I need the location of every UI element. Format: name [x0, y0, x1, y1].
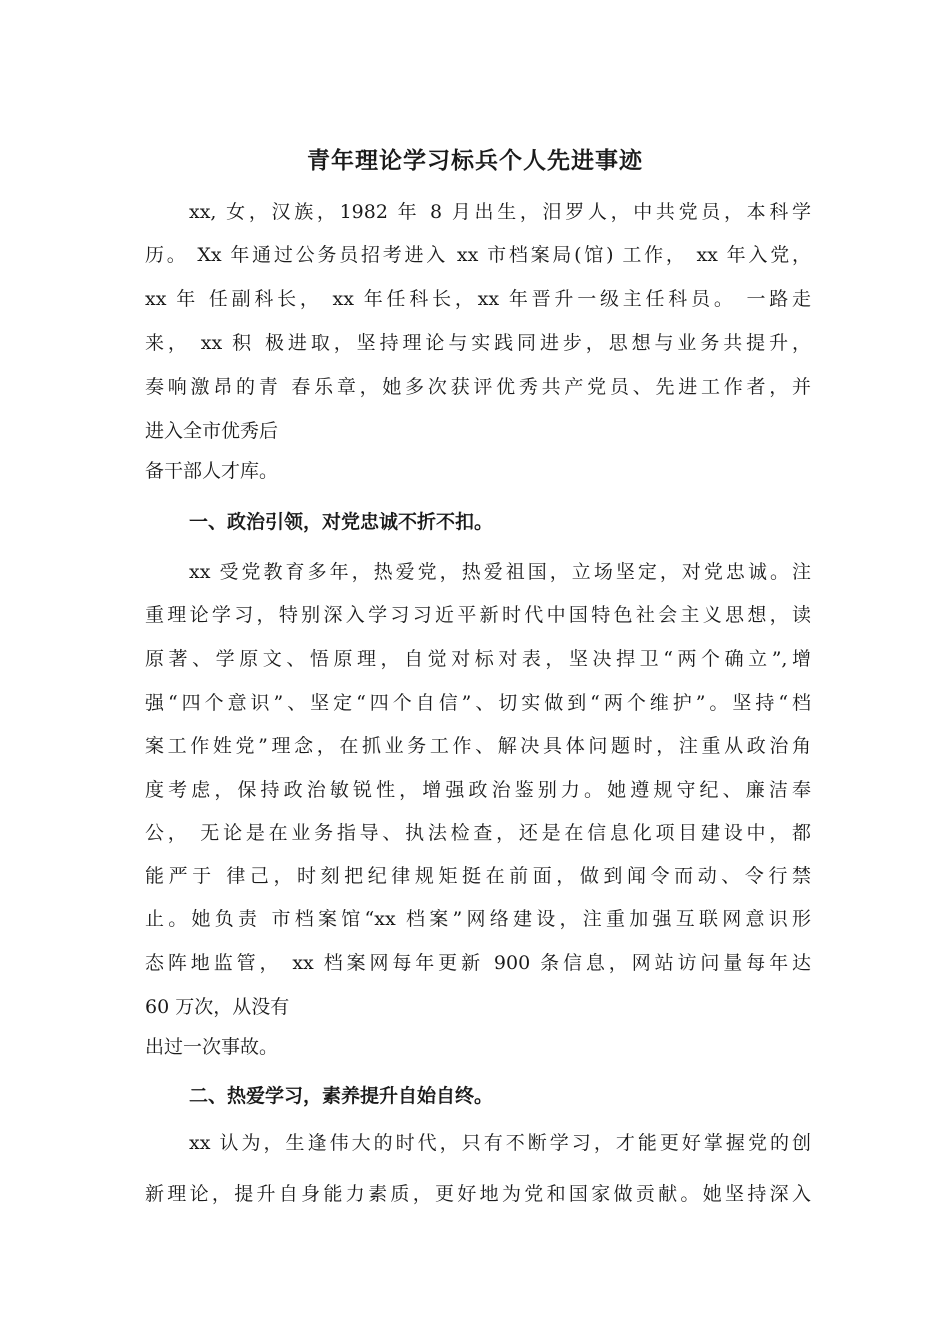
section-2-line-1: xx 认为，生逢伟大的时代，只有不断学习，才能更好掌握党的创: [189, 1132, 811, 1154]
section-1-line-4: 强“四个意识”、坚定“四个自信”、切实做到“两个维护”。坚持“档: [145, 692, 811, 714]
section-2-heading: 二、热爱学习，素养提升自始自终。: [189, 1085, 494, 1107]
intro-line-1: xx, 女，汉族，1982 年 8 月出生，汨罗人，中共党员，本科学: [189, 201, 811, 223]
intro-line-6: 进入全市优秀后: [145, 420, 279, 442]
section-1-line-3: 原著、学原文、悟原理，自觉对标对表，坚决捍卫“两个确立”,增: [145, 648, 811, 670]
intro-line-2: 历。 Xx 年通过公务员招考进入 xx 市档案局(馆) 工作， xx 年入党，: [145, 244, 811, 266]
intro-line-4: 来， xx 积 极进取，坚持理论与实践同进步，思想与业务共提升，: [145, 332, 811, 354]
section-1-line-8: 能严于 律己，时刻把纪律规矩挺在前面，做到闻令而动、令行禁: [145, 865, 811, 887]
section-1-line-10: 态阵地监管， xx 档案网每年更新 900 条信息，网站访问量每年达: [145, 952, 811, 974]
section-1-line-7: 公， 无论是在业务指导、执法检查，还是在信息化项目建设中，都: [145, 822, 811, 844]
section-1-line-1: xx 受党教育多年，热爱党，热爱祖国，立场坚定，对党忠诚。注: [189, 561, 811, 583]
document-title: 青年理论学习标兵个人先进事迹: [307, 148, 643, 174]
section-2-line-2: 新理论，提升自身能力素质，更好地为党和国家做贡献。她坚持深入: [145, 1183, 811, 1205]
section-1-line-5: 案工作姓党”理念，在抓业务工作、解决具体问题时，注重从政治角: [145, 735, 811, 757]
intro-line-3: xx 年 任副科长， xx 年任科长，xx 年晋升一级主任科员。 一路走: [145, 288, 811, 310]
section-1-line-12: 出过一次事故。: [145, 1036, 279, 1058]
section-1-line-6: 度考虑，保持政治敏锐性，增强政治鉴别力。她遵规守纪、廉洁奉: [145, 779, 811, 801]
section-1-line-11: 60 万次，从没有: [145, 996, 290, 1018]
section-1-heading: 一、政治引领，对党忠诚不折不扣。: [189, 511, 494, 533]
section-1-line-9: 止。她负责 市档案馆“xx 档案”网络建设，注重加强互联网意识形: [145, 908, 811, 930]
intro-line-7: 备干部人才库。: [145, 460, 279, 482]
intro-line-5: 奏响激昂的青 春乐章，她多次获评优秀共产党员、先进工作者，并: [145, 376, 811, 398]
section-1-line-2: 重理论学习，特别深入学习习近平新时代中国特色社会主义思想，读: [145, 604, 811, 626]
